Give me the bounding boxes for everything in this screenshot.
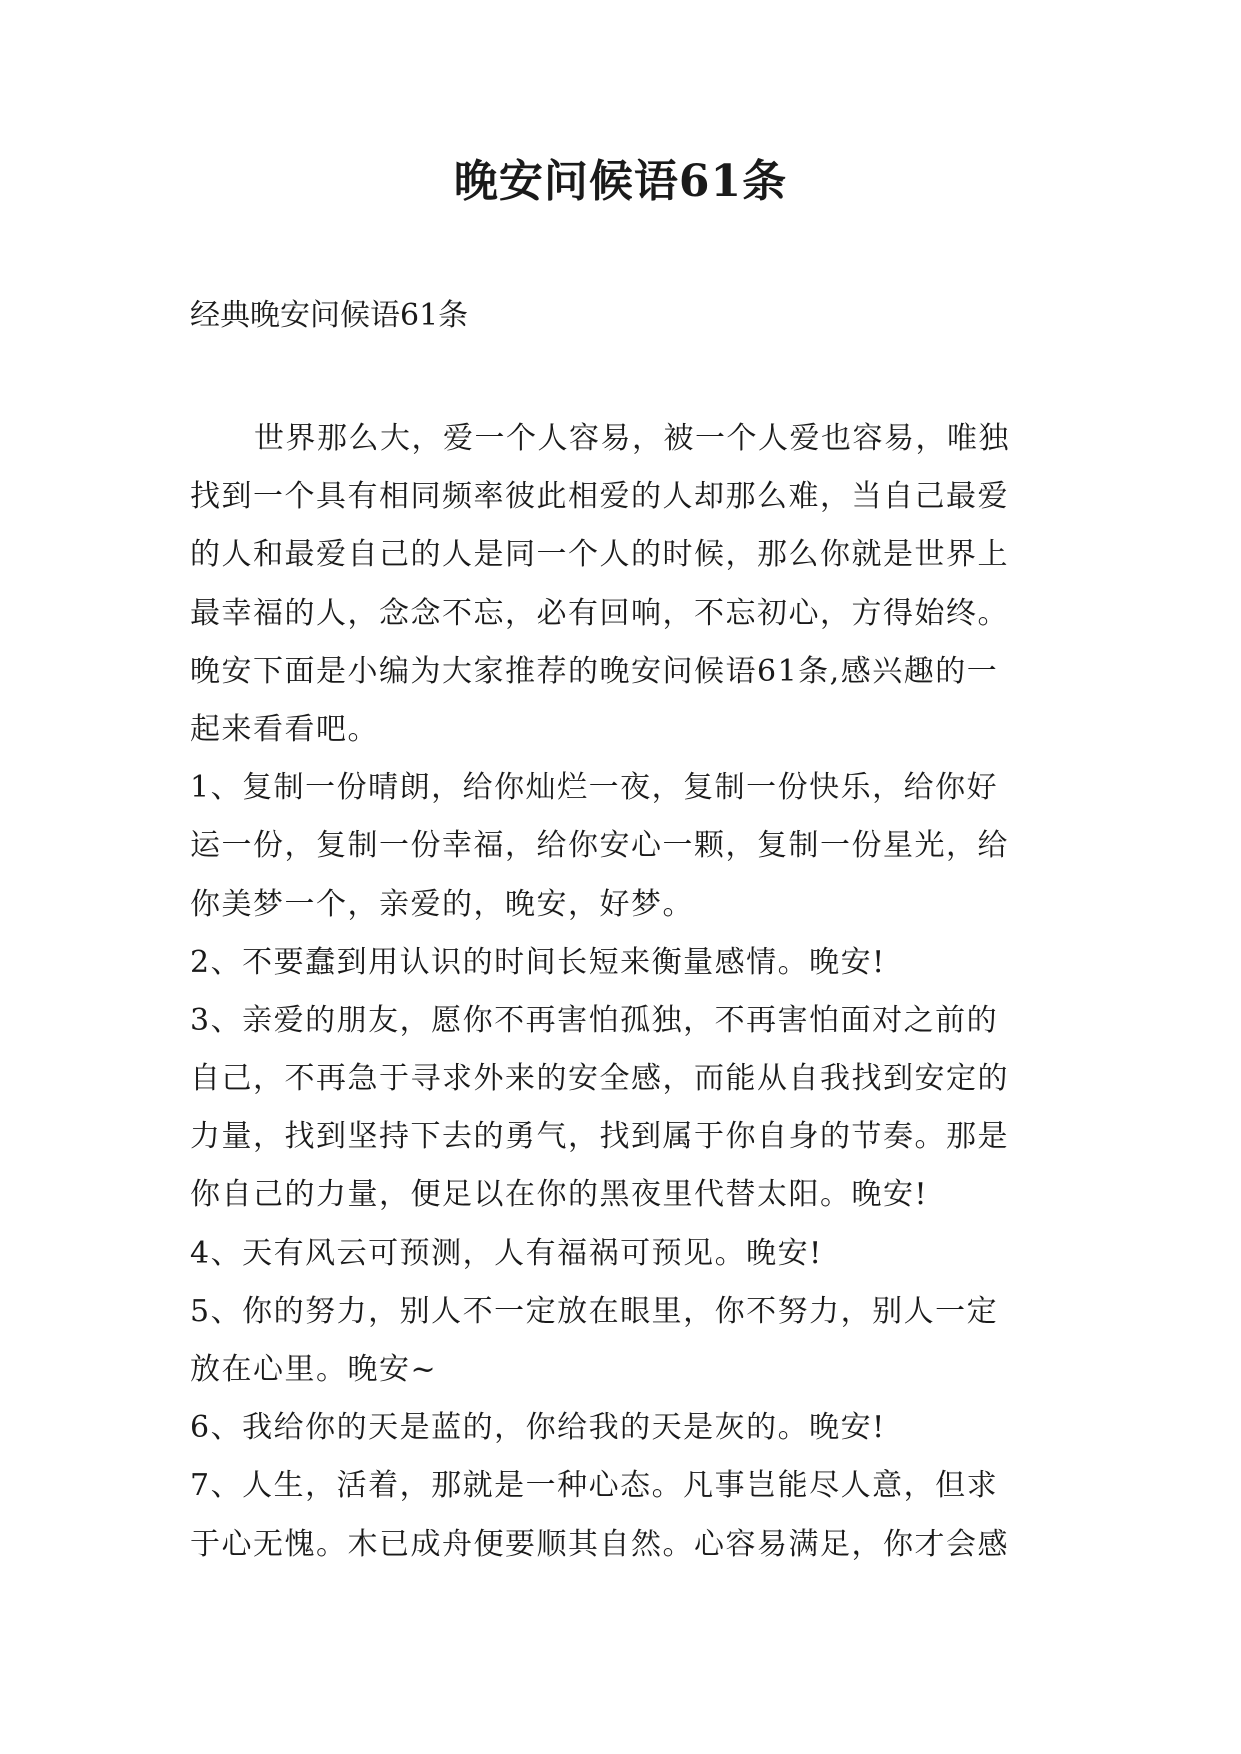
body-line: 5、你的努力，别人不一定放在眼里，你不努力，别人一定 <box>190 1293 999 1329</box>
body-line: 自己，不再急于寻求外来的安全感，而能从自我找到安定的 <box>190 1061 1009 1097</box>
body-line: 力量，找到坚持下去的勇气，找到属于你自身的节奏。那是 <box>190 1119 1009 1155</box>
body-line: 6、我给你的天是蓝的，你给我的天是灰的。晚安! <box>190 1410 886 1446</box>
document-title: 晚安问候语61条 <box>453 156 788 207</box>
document-body <box>190 410 1070 1574</box>
body-line: 晚安下面是小编为大家推荐的晚安问候语61条,感兴趣的一 <box>190 653 999 689</box>
body-line: 3、亲爱的朋友，愿你不再害怕孤独，不再害怕面对之前的 <box>190 1002 999 1038</box>
body-line: 1、复制一份晴朗，给你灿烂一夜，复制一份快乐，给你好 <box>190 770 999 806</box>
body-line: 你美梦一个，亲爱的，晚安，好梦。 <box>190 886 694 922</box>
body-line: 的人和最爱自己的人是同一个人的时候，那么你就是世界上 <box>190 537 1009 573</box>
body-line: 世界那么大，爱一个人容易，被一个人爱也容易，唯独 <box>254 421 1010 456</box>
body-line: 你自己的力量，便足以在你的黑夜里代替太阳。晚安! <box>190 1177 929 1213</box>
body-line: 于心无愧。木已成舟便要顺其自然。心容易满足，你才会感 <box>190 1526 1009 1562</box>
body-line: 运一份，复制一份幸福，给你安心一颗，复制一份星光，给 <box>190 828 1009 864</box>
body-line: 最幸福的人，念念不忘，必有回响，不忘初心，方得始终。 <box>190 595 1009 631</box>
body-line: 7、人生，活着，那就是一种心态。凡事岂能尽人意，但求 <box>190 1468 999 1504</box>
body-line: 起来看看吧。 <box>190 711 379 747</box>
body-line: 放在心里。晚安~ <box>190 1352 438 1387</box>
body-line: 2、不要蠢到用认识的时间长短来衡量感情。晚安! <box>190 944 886 980</box>
body-line: 找到一个具有相同频率彼此相爱的人却那么难，当自己最爱 <box>190 479 1009 515</box>
body-line: 4、天有风云可预测，人有福祸可预见。晚安! <box>190 1235 823 1271</box>
document-subtitle: 经典晚安问候语61条 <box>190 298 469 333</box>
